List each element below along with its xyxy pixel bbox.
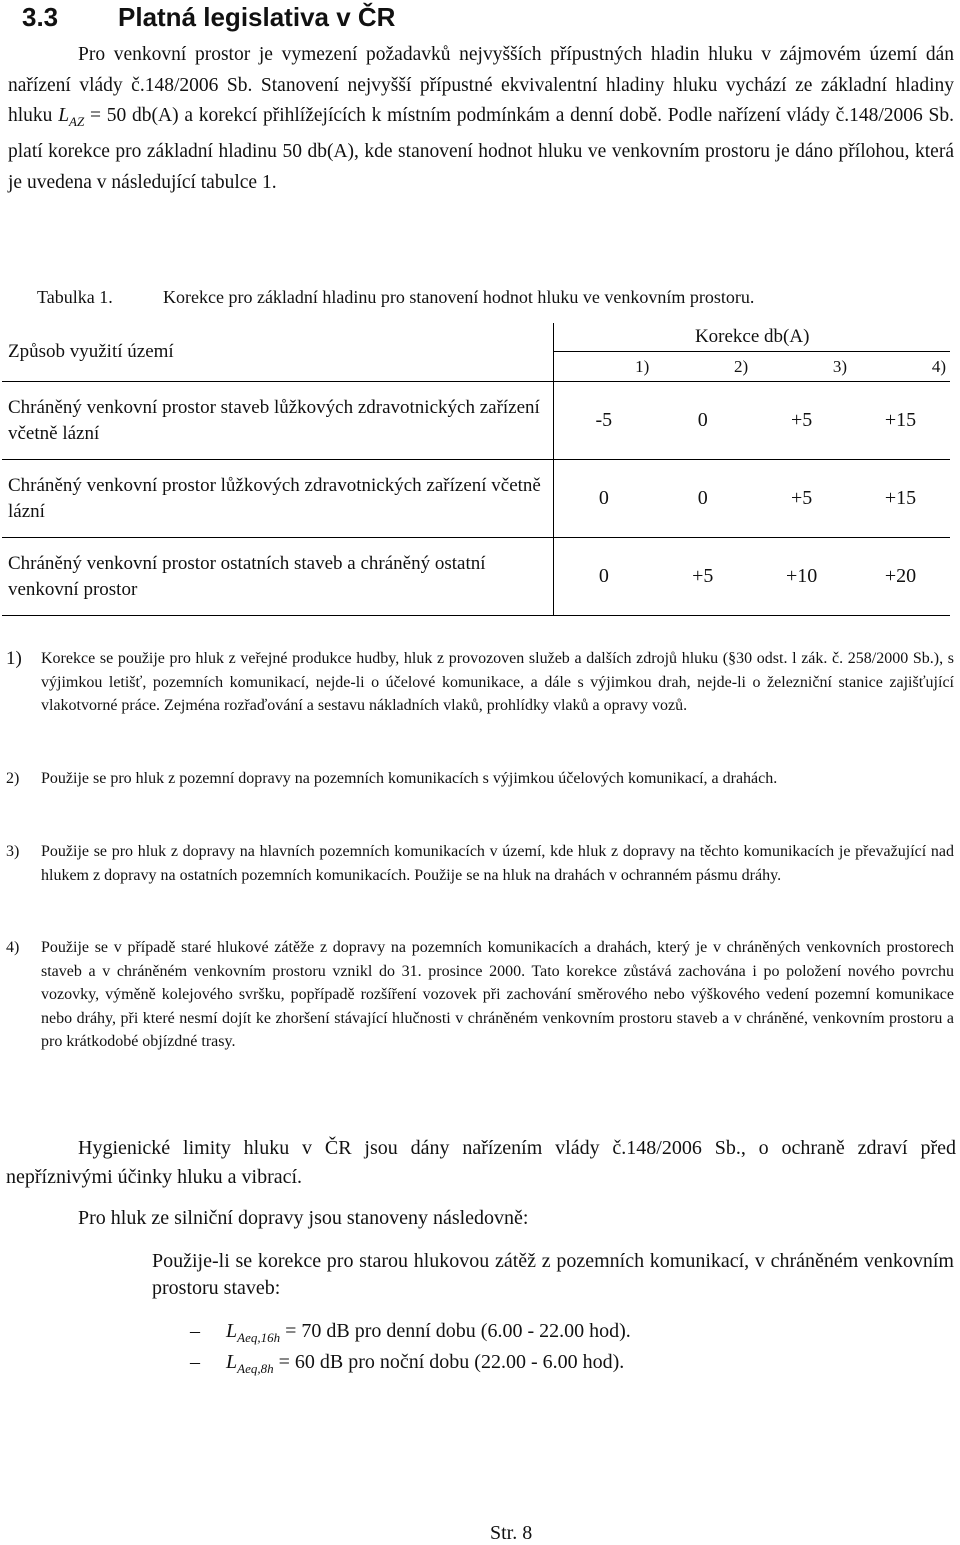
table-subheader-4: 4): [931, 356, 946, 376]
old-load-paragraph: Použije-li se korekce pro starou hlukovou zátěž z pozemních komunikací, v chráněném venkovním prostoru staveb:: [152, 1250, 954, 1299]
page-number: Str. 8: [490, 1522, 533, 1544]
table-cell-use: Chráněný venkovní prostor lůžkových zdravotnických zařízení včetně lázní: [8, 474, 541, 522]
list-dash: –: [190, 1351, 200, 1373]
section-heading: [22, 2, 395, 33]
table-cell-use: Chráněný venkovní prostor ostatních staveb a chráněný ostatní venkovní prostor: [8, 552, 486, 600]
table-cell-value: -5: [554, 382, 653, 460]
table-cell-use: Chráněný venkovní prostor staveb lůžkových zdravotnických zařízení včetně lázní: [8, 396, 540, 444]
section-title: Platná legislativa v ČR: [118, 2, 396, 32]
intro-paragraph: [8, 40, 954, 198]
footnote-text: Korekce se použije pro hluk z veřejné produkce hudby, hluk z provozoven služeb a dalších zdrojů hluku (§30 odst. l zák. č. 258/2000 Sb.), s výjimkou letišť, pozemních komunikací, nejde-li o účelové komunikace, a dále s výjimkou drah, nejde-li o železniční stanice zajišťující vlakotvorné práce. Zejména rozřaďování a sestavu nákladních vlaků, prohlídky vlaků a opravy vozů.: [41, 650, 954, 714]
footnote-2: [6, 767, 954, 791]
limit-symbol: L: [226, 1351, 238, 1373]
table-subheader-1: 1): [554, 352, 653, 382]
table-cell-value: +5: [790, 409, 813, 431]
limit-symbol: L: [226, 1320, 238, 1342]
limit-symbol-sub: Aeq,16h: [237, 1330, 281, 1345]
table-cell-value: 0: [554, 460, 653, 538]
footnote-1: [6, 647, 954, 718]
table-cell-value: +15: [884, 409, 917, 431]
table-caption-label: Tabulka 1.: [37, 287, 113, 307]
table-cell-value: +5: [790, 487, 813, 509]
footnote-text: Použije se pro hluk z dopravy na hlavních pozemních komunikacích v území, kde hluk z dopravy na těchto komunikacích je převažující nad hlukem z dopravy na ostatních pozemních komunikacích. Použije se na hluk na drahách v ochranném pásmu dráhy.: [41, 843, 954, 884]
table-header-use: Způsob využití území: [2, 323, 554, 382]
table-row: [2, 382, 950, 460]
table-subheader-2: 2): [734, 356, 749, 376]
intro-text-1: Pro venkovní prostor je vymezení požadavků nejvyšších přípustných hladin hluku v zájmovém území dán nařízení vlády č.148/2006 Sb. Stanovení nejvyšší přípustné ekvivalentní hladiny hluku vychází ze základní hladiny hluku: [8, 44, 954, 126]
limits-paragraph: Hygienické limity hluku v ČR jsou dány nařízením vlády č.148/2006 Sb., o ochraně zdraví před nepříznivými účinky hluku a vibrací.: [6, 1137, 956, 1188]
table-row: [2, 538, 950, 616]
footnote-4: [6, 936, 954, 1054]
footnote-text: Použije se pro hluk z pozemní dopravy na pozemních komunikacích s výjimkou účelových komunikací, a drahách.: [41, 770, 778, 787]
limit-item-day: [190, 1320, 631, 1346]
table-cell-value: 0: [554, 538, 653, 616]
limit-text: = 70 dB pro denní dobu (6.00 - 22.00 hod).: [280, 1320, 631, 1342]
table-row: [2, 460, 950, 538]
limit-item-night: [190, 1351, 624, 1377]
table-subheader-3: 3): [832, 356, 848, 376]
footnote-number: 4): [6, 939, 20, 956]
list-dash: –: [190, 1320, 200, 1342]
table-caption-text: Korekce pro základní hladinu pro stanovení hodnot hluku ve venkovním prostoru.: [163, 287, 755, 307]
footnote-number: 3): [6, 843, 20, 860]
table-cell-value: 0: [697, 409, 708, 431]
section-number: 3.3: [22, 2, 59, 32]
correction-table: [2, 323, 950, 616]
limit-symbol-sub: Aeq,8h: [237, 1361, 274, 1376]
footnote-number: 1): [6, 648, 22, 669]
table-cell-value: +10: [785, 565, 818, 587]
table-cell-value: +5: [692, 565, 714, 587]
intro-symbol: L: [58, 105, 70, 126]
intro-text-2: = 50 db(A) a korekcí přihlížejících k místním podmínkám a denní době. Podle nařízení vlády č.148/2006 Sb. platí korekce pro základní hladinu 50 db(A), kde stanovení hodnot hluku ve venkovním prostoru je dáno přílohou, která je uvedena v následující tabulce 1.: [8, 105, 955, 193]
limit-text: = 60 dB pro noční dobu (22.00 - 6.00 hod).: [273, 1351, 625, 1373]
footnote-3: [6, 840, 954, 887]
road-noise-paragraph: Pro hluk ze silniční dopravy jsou stanoveny následovně:: [78, 1207, 529, 1229]
table-cell-value: 0: [697, 487, 708, 509]
footnote-number: 2): [6, 770, 20, 787]
table-cell-value: +20: [884, 565, 917, 587]
table-header-correction: Korekce db(A): [554, 323, 950, 352]
table-cell-value: +15: [884, 487, 917, 509]
footnote-text: Použije se v případě staré hlukové zátěže z dopravy na pozemních komunikacích a drahách, který je v chráněných venkovních prostorech staveb a v chráněném venkovním prostoru vznikl do 31. prosince 2000. Tato korekce zůstává zachována i po položení nového povrchu vozovky, výměně kolejového svršku, popřípadě rozšíření vozovek při zachování směrového nebo výškového vedení pozemní komunikace nebo dráhy, při které nesmí dojít ke zhoršení stávající hlučnosti v chráněném venkovním prostoru staveb a v chráněné, venkovním prostoru a pro krátkodobé objízdné trasy.: [41, 939, 954, 1050]
intro-symbol-sub: AZ: [69, 113, 85, 129]
